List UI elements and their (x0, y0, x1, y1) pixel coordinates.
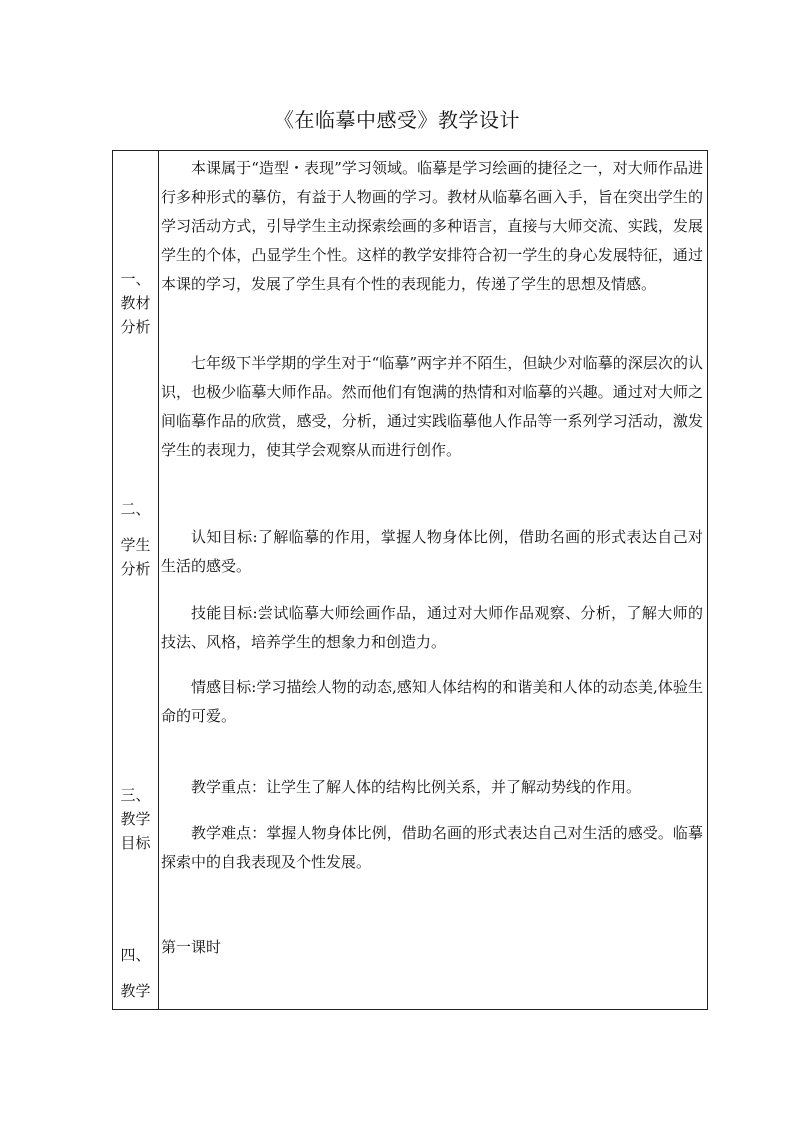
content-block-4 (161, 599, 703, 657)
section-3-label-line2: 目标 (120, 834, 151, 852)
emotion-goal-paragraph: 情感目标:学习描绘人物的动态,感知人体结构的和谐美和人体的动态美,体验生命的可爱。 (161, 678, 703, 725)
section-1-number: 一、 (120, 270, 151, 288)
section-2-label-line1: 学生 (120, 536, 151, 554)
content-block-2 (161, 349, 703, 465)
section-2-label-line2: 分析 (120, 560, 151, 578)
section-1-label-line1: 教材 (120, 294, 151, 312)
section-4-number: 四、 (120, 946, 151, 964)
content-block-3 (161, 523, 703, 581)
section-4-label (113, 943, 158, 1003)
column-divider (158, 151, 159, 1009)
section-2-label (113, 497, 158, 581)
content-block-8 (161, 933, 703, 962)
section-4-label-line1: 教学 (120, 982, 151, 1000)
document-title: 《在临摹中感受》教学设计 (274, 108, 520, 132)
section-3-label-line1: 教学 (120, 810, 151, 828)
content-block-7 (161, 819, 703, 877)
section-3-label (113, 783, 158, 855)
skill-goal-paragraph: 技能目标:尝试临摹大师绘画作品，通过对大师作品观察、分析，了解大师的技法、风格，培养学生的想象力和创造力。 (161, 604, 703, 651)
textbook-analysis-paragraph: 本课属于“造型・表现”学习领域。临摹是学习绘画的捷径之一，对大师作品进行多种形式的摹仿，有益于人物画的学习。教材从临摹名画入手，旨在突出学生的学习活动方式，引导学生主动探索绘画的多种语言，直接与大师交流、实践，发展学生的个体，凸显学生个性。这样的教学安排符合初一学生的身心发展特征，通过本课的学习，发展了学生具有个性的表现能力，传递了学生的思想及情感。 (161, 159, 703, 293)
section-1-label-line2: 分析 (120, 318, 151, 336)
content-block-1 (161, 154, 703, 299)
section-1-label (113, 267, 158, 339)
lesson-plan-table (112, 150, 708, 1010)
first-lesson-label: 第一课时 (161, 938, 222, 956)
content-block-6 (161, 773, 703, 802)
content-block-5 (161, 673, 703, 731)
teaching-difficulty-paragraph: 教学难点：掌握人物身体比例，借助名画的形式表达自己对生活的感受。临摹探索中的自我表现及个性发展。 (161, 824, 703, 871)
teaching-focus-paragraph: 教学重点：让学生了解人体的结构比例关系，并了解动势线的作用。 (191, 778, 642, 796)
student-analysis-paragraph: 七年级下半学期的学生对于“临摹”两字并不陌生，但缺少对临摹的深层次的认识，也极少临摹大师作品。然而他们有饱满的热情和对临摹的兴趣。通过对大师之间临摹作品的欣赏，感受，分析，通过实践临摹他人作品等一系列学习活动，激发学生的表现力，使其学会观察从而进行创作。 (161, 354, 703, 459)
section-3-number: 三、 (120, 786, 151, 804)
section-2-number: 二、 (120, 500, 151, 518)
cognitive-goal-paragraph: 认知目标:了解临摹的作用，掌握人物身体比例，借助名画的形式表达自己对生活的感受。 (161, 528, 703, 575)
